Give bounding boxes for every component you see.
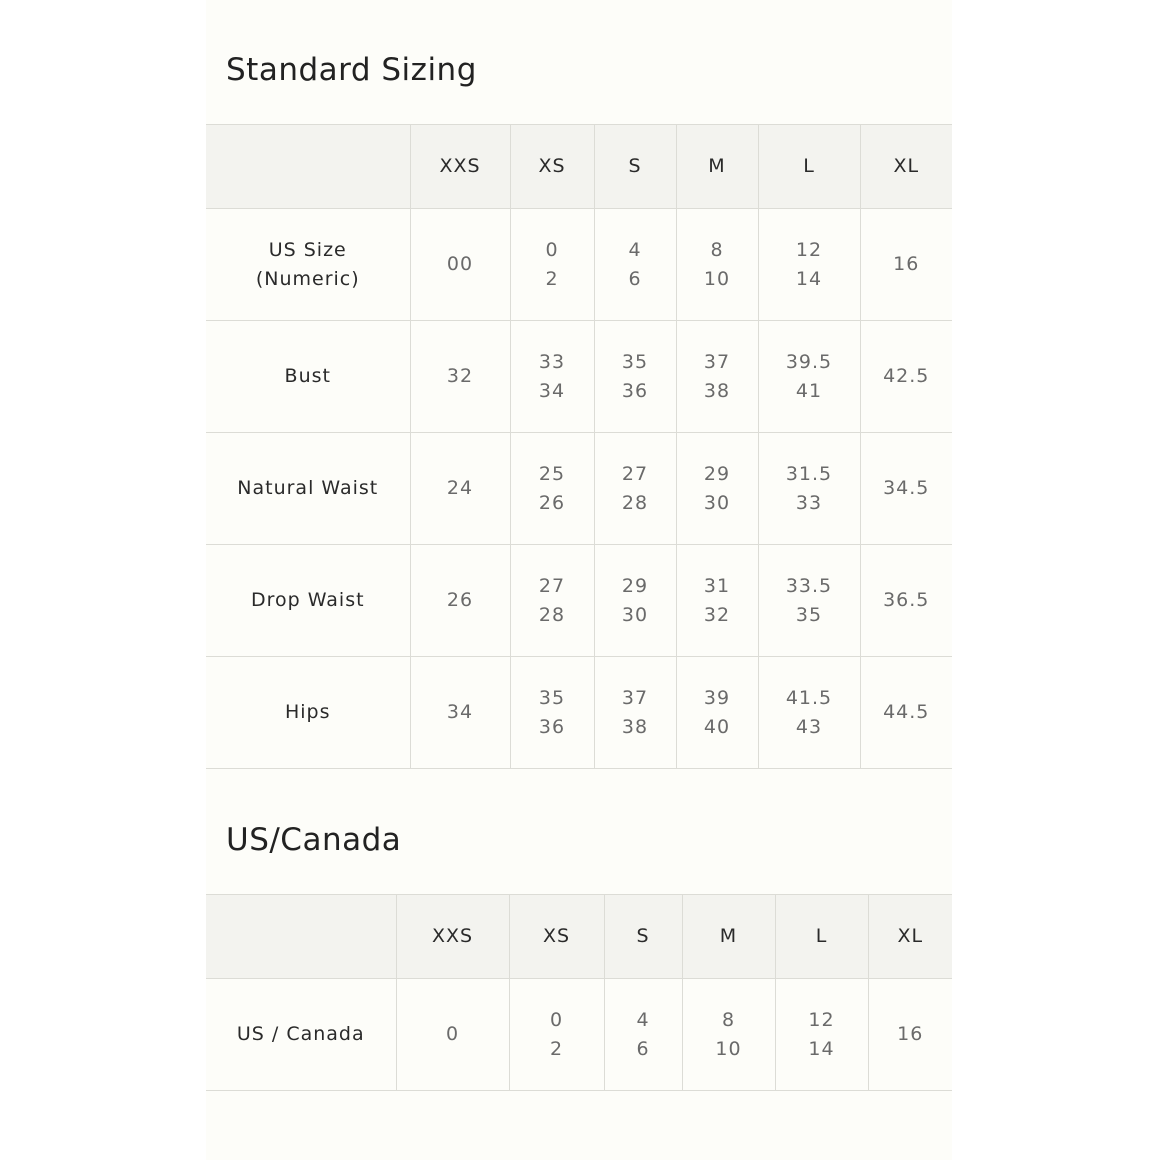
table-row — [206, 657, 952, 769]
table-cell: 24 — [410, 433, 510, 545]
column-header-l: L — [758, 125, 860, 209]
table-cell: 33 34 — [510, 321, 594, 433]
table-cell: 26 — [410, 545, 510, 657]
table-cell: 00 — [410, 209, 510, 321]
table-cell: 33.5 35 — [758, 545, 860, 657]
table-header-row — [206, 125, 952, 209]
column-header-m: M — [676, 125, 758, 209]
us-canada-title: US/Canada — [226, 822, 402, 858]
table-cell: 42.5 — [860, 321, 952, 433]
table-header-row — [206, 895, 952, 979]
row-label-bust: Bust — [206, 321, 410, 433]
table-cell: 12 14 — [758, 209, 860, 321]
table-cell: 31 32 — [676, 545, 758, 657]
table-cell: 34.5 — [860, 433, 952, 545]
table-cell: 12 14 — [775, 979, 868, 1091]
table-cell: 8 10 — [676, 209, 758, 321]
header-corner-cell — [206, 125, 410, 209]
table-cell: 0 2 — [509, 979, 604, 1091]
table-cell: 16 — [860, 209, 952, 321]
row-label-natural-waist: Natural Waist — [206, 433, 410, 545]
standard-sizing-title: Standard Sizing — [226, 52, 477, 88]
table-cell: 39 40 — [676, 657, 758, 769]
row-label-hips: Hips — [206, 657, 410, 769]
column-header-xl: XL — [860, 125, 952, 209]
table-row — [206, 979, 952, 1091]
table-cell: 29 30 — [676, 433, 758, 545]
table-cell: 32 — [410, 321, 510, 433]
header-corner-cell — [206, 895, 396, 979]
table-cell: 29 30 — [594, 545, 676, 657]
table-cell: 4 6 — [594, 209, 676, 321]
size-chart-panel — [206, 0, 952, 1160]
table-cell: 25 26 — [510, 433, 594, 545]
table-row — [206, 321, 952, 433]
column-header-s: S — [594, 125, 676, 209]
table-cell: 34 — [410, 657, 510, 769]
standard-sizing-table — [206, 124, 952, 769]
table-cell: 37 38 — [676, 321, 758, 433]
column-header-xxs: XXS — [396, 895, 509, 979]
column-header-m: M — [682, 895, 775, 979]
column-header-xs: XS — [510, 125, 594, 209]
table-cell: 0 — [396, 979, 509, 1091]
us-canada-table — [206, 894, 952, 1091]
row-label-drop-waist: Drop Waist — [206, 545, 410, 657]
table-cell: 4 6 — [604, 979, 682, 1091]
column-header-xxs: XXS — [410, 125, 510, 209]
column-header-l: L — [775, 895, 868, 979]
column-header-xs: XS — [509, 895, 604, 979]
table-cell: 36.5 — [860, 545, 952, 657]
table-cell: 35 36 — [510, 657, 594, 769]
table-row — [206, 209, 952, 321]
table-row — [206, 545, 952, 657]
table-cell: 16 — [868, 979, 952, 1091]
table-cell: 31.5 33 — [758, 433, 860, 545]
table-cell: 37 38 — [594, 657, 676, 769]
table-cell: 35 36 — [594, 321, 676, 433]
row-label-us-size: US Size (Numeric) — [206, 209, 410, 321]
table-cell: 0 2 — [510, 209, 594, 321]
table-row — [206, 433, 952, 545]
row-label-us-canada: US / Canada — [206, 979, 396, 1091]
table-cell: 39.5 41 — [758, 321, 860, 433]
table-cell: 44.5 — [860, 657, 952, 769]
column-header-xl: XL — [868, 895, 952, 979]
table-cell: 8 10 — [682, 979, 775, 1091]
table-cell: 41.5 43 — [758, 657, 860, 769]
column-header-s: S — [604, 895, 682, 979]
table-cell: 27 28 — [594, 433, 676, 545]
table-cell: 27 28 — [510, 545, 594, 657]
